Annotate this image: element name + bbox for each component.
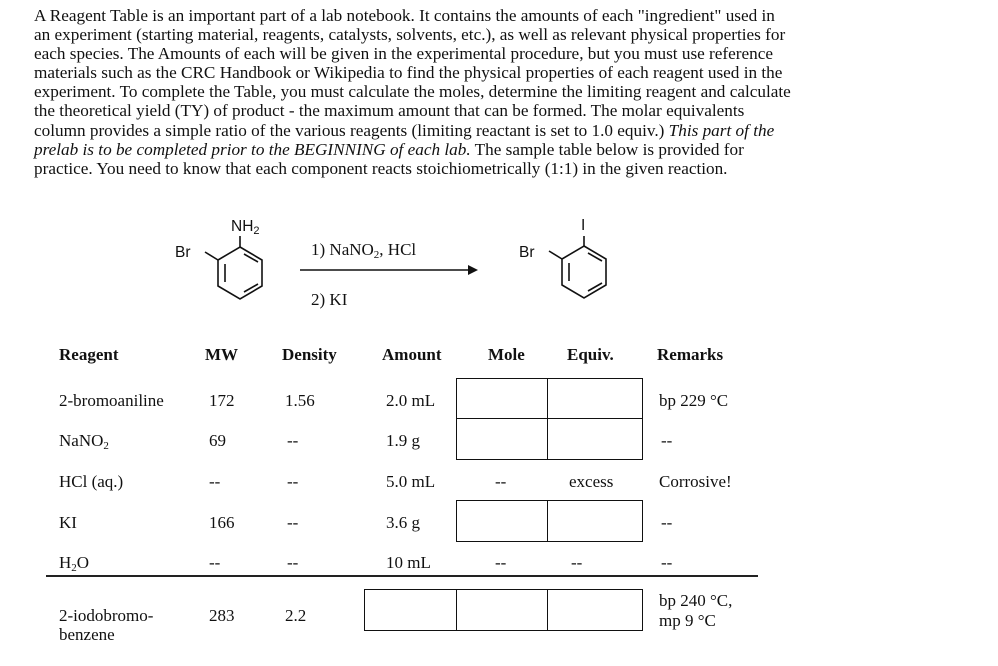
cell-mw: 172 bbox=[209, 391, 235, 410]
intro-italic: This part of the bbox=[668, 120, 775, 140]
product-br-bond bbox=[549, 251, 562, 259]
cell-density: 1.56 bbox=[285, 391, 315, 410]
header-reagent: Reagent bbox=[59, 345, 119, 364]
cell-amount: 1.9 g bbox=[386, 431, 420, 450]
cell-mole: -- bbox=[495, 553, 507, 572]
intro-line: an experiment (starting material, reagents, catalysts, solvents, etc.), as well as relevant physical properties for bbox=[34, 25, 786, 45]
equiv-input-box[interactable] bbox=[547, 378, 643, 420]
cell-remarks: bp 240 °C, mp 9 °C bbox=[659, 591, 733, 630]
cell-amount: 5.0 mL bbox=[386, 472, 436, 491]
header-amount: Amount bbox=[382, 345, 442, 364]
mole-input-box[interactable] bbox=[456, 418, 550, 460]
reactant-nh2-label: $NH_2$ bbox=[231, 218, 260, 237]
mole-input-box[interactable] bbox=[456, 500, 550, 542]
arrow-head bbox=[468, 265, 478, 275]
intro-line: A Reagent Table is an important part of a lab notebook. It contains the amounts of each "ingredient" used in bbox=[34, 6, 775, 25]
step-2-label: 2) KI bbox=[311, 290, 348, 309]
equiv-input-box[interactable] bbox=[547, 418, 643, 460]
intro-line: practice. You need to know that each component reacts stoichiometrically (1:1) in the given reaction. bbox=[34, 158, 728, 178]
cell-amount: 2.0 mL bbox=[386, 391, 436, 410]
cell-mw: 166 bbox=[209, 513, 235, 532]
cell-amount: 10 mL bbox=[386, 553, 431, 572]
product-separator-line bbox=[46, 575, 758, 577]
amount-input-box[interactable] bbox=[364, 589, 459, 631]
cell-reagent: $H_2O$ bbox=[59, 553, 90, 574]
header-density: Density bbox=[282, 345, 337, 364]
equiv-input-box[interactable] bbox=[547, 500, 643, 542]
cell-density: -- bbox=[287, 553, 299, 572]
intro-italic: prelab is to be completed prior to the BEGINNING of each lab. bbox=[34, 139, 471, 159]
cell-equiv: excess bbox=[569, 472, 614, 491]
intro-line: materials such as the CRC Handbook or Wikipedia to find the physical properties of each reagent used in the bbox=[34, 63, 783, 83]
mole-input-box[interactable] bbox=[456, 378, 550, 420]
cell-remarks: -- bbox=[661, 553, 673, 572]
cell-amount: 3.6 g bbox=[386, 513, 420, 532]
cell-reagent: 2-iodobromo- benzene bbox=[59, 606, 154, 644]
step-1-label: 1) NaNO$_2$, HCl bbox=[311, 240, 417, 261]
intro-line: prelab is to be completed prior to the BEGINNING of each lab. The sample table below is provided for bbox=[34, 139, 744, 159]
cell-reagent: HCl (aq.) bbox=[59, 472, 124, 491]
intro-line: experiment. To complete the Table, you must calculate the moles, determine the limiting reagent and calculate bbox=[34, 82, 791, 102]
product-i-label: I bbox=[581, 217, 586, 234]
cell-density: -- bbox=[287, 472, 299, 491]
cell-mw: 283 bbox=[209, 606, 235, 625]
cell-mw: 69 bbox=[209, 431, 226, 450]
cell-mole: -- bbox=[495, 472, 507, 491]
cell-density: -- bbox=[287, 513, 299, 532]
cell-reagent: NaNO$_2$ bbox=[59, 431, 109, 452]
reactant-br-label: Br bbox=[175, 244, 191, 261]
intro-line: column provides a simple ratio of the various reagents (limiting reactant is set to 1.0 equiv.) This part of the bbox=[34, 120, 775, 140]
cell-reagent: 2-bromoaniline bbox=[59, 391, 164, 410]
cell-remarks: -- bbox=[661, 431, 673, 450]
cell-remarks: bp 229 °C bbox=[659, 391, 729, 410]
cell-equiv: -- bbox=[571, 553, 583, 572]
product-br-label: Br bbox=[519, 244, 535, 261]
cell-density: -- bbox=[287, 431, 299, 450]
equiv-input-box[interactable] bbox=[547, 589, 643, 631]
cell-reagent: KI bbox=[59, 513, 77, 532]
intro-line: the theoretical yield (TY) of product - the maximum amount that can be formed. The molar equivalents bbox=[34, 101, 745, 121]
header-remarks: Remarks bbox=[657, 345, 724, 364]
cell-mw: -- bbox=[209, 472, 221, 491]
intro-line: each species. The Amounts of each will be given in the experimental procedure, but you must use reference bbox=[34, 44, 773, 64]
reactant-br-bond bbox=[205, 252, 218, 260]
cell-remarks: Corrosive! bbox=[659, 472, 732, 491]
cell-density: 2.2 bbox=[285, 606, 307, 625]
cell-mw: -- bbox=[209, 553, 221, 572]
cell-remarks: -- bbox=[661, 513, 673, 532]
header-equiv: Equiv. bbox=[567, 345, 614, 364]
header-mw: MW bbox=[205, 345, 239, 364]
mole-input-box[interactable] bbox=[456, 589, 550, 631]
header-mole: Mole bbox=[488, 345, 525, 364]
